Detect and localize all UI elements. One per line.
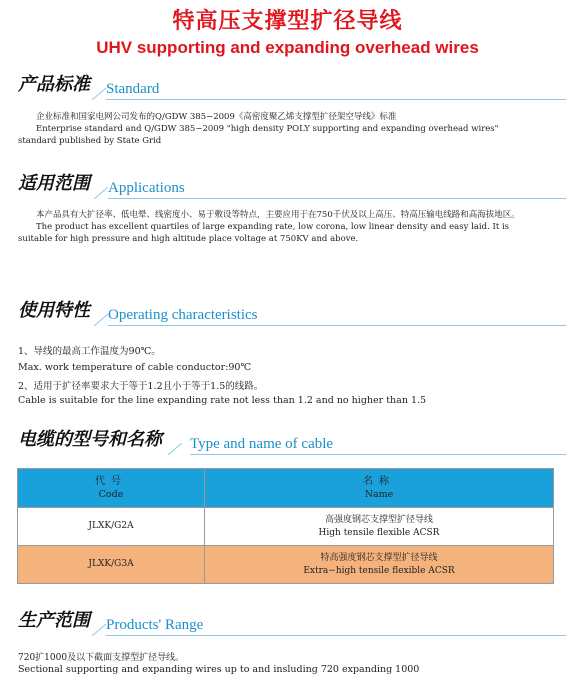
section-header-cable-types — [18, 425, 558, 455]
applications-text — [18, 209, 538, 245]
divider-slash-icon — [94, 187, 108, 199]
divider-slash-icon — [92, 88, 106, 100]
section-title-en: Operating characteristics — [108, 307, 258, 323]
cell-name-zh: 高强度钢芯支撑型扩径导线 — [324, 514, 433, 525]
operating-line: 2、适用于扩径率要求大于等于1.2且小于等于1.5的线路。 — [18, 381, 264, 392]
column-header-zh: 名称 — [363, 476, 395, 487]
applications-text-en: The product has excellent quartiles of large expanding rate, low corona, low linear density and easy laid. It is suitable for high pressure and high altitude place voltage at 750KV and above. — [18, 222, 510, 244]
section-title-zh: 使用特性 — [18, 300, 90, 321]
cell-name-en: Extra−high tensile flexible ACSR — [303, 565, 455, 576]
section-rule — [108, 325, 566, 326]
section-title-zh: 产品标准 — [18, 74, 90, 95]
range-text-zh: 720扩1000及以下截面支撑型扩径导线。 — [18, 653, 185, 663]
table-header-row — [18, 469, 554, 508]
section-rule — [190, 454, 566, 455]
section-title-zh: 电缆的型号和名称 — [18, 429, 162, 450]
operating-line: Max. work temperature of cable conductor:90℃ — [18, 362, 252, 373]
section-title-en: Type and name of cable — [190, 436, 334, 452]
section-rule — [108, 198, 566, 199]
cell-code: JLXK/G2A — [18, 508, 205, 546]
section-rule — [106, 635, 566, 636]
cell-code: JLXK/G3A — [18, 546, 205, 584]
cell-name-zh: 特高强度钢芯支撑型扩径导线 — [320, 552, 438, 563]
standard-text — [18, 111, 538, 147]
cell-name — [205, 546, 554, 584]
column-header-zh: 代号 — [95, 476, 127, 487]
section-header-applications — [18, 169, 558, 199]
column-header-en: Name — [364, 489, 394, 500]
cell-name-en: High tensile flexible ACSR — [318, 527, 440, 538]
section-header-range — [18, 606, 558, 636]
operating-line: Cable is suitable for the line expanding rate not less than 1.2 and no higher than 1.5 — [18, 395, 427, 406]
applications-text-zh: 本产品具有大扩径率、低电晕、线密度小、易于敷设等特点，主要应用于在750千伏及以上高压、特高压输电线路和高海拔地区。 — [36, 210, 520, 220]
section-title-en: Standard — [106, 81, 160, 97]
column-header-en: Code — [98, 489, 124, 500]
section-title-zh: 适用范围 — [18, 173, 90, 194]
divider-slash-icon — [168, 443, 182, 455]
section-rule — [106, 99, 566, 100]
divider-slash-icon — [92, 624, 106, 636]
column-header-name — [205, 469, 554, 508]
table-row — [18, 546, 554, 584]
standard-text-zh: 企业标准和国家电网公司发布的Q/GDW 385−2009《高密度聚乙烯支撑型扩径架空导线》标准 — [36, 112, 397, 122]
section-header-standard — [18, 70, 558, 100]
section-title-en: Applications — [108, 180, 185, 196]
standard-text-en: Enterprise standard and Q/GDW 385−2009 "high density POLY supporting and expanding overhead wires" standard published by State Grid — [18, 124, 499, 146]
section-title-zh: 生产范围 — [18, 610, 90, 631]
cable-type-table — [17, 468, 554, 584]
cell-name — [205, 508, 554, 546]
title-zh: 特高压支撑型扩径导线 — [172, 9, 403, 34]
section-header-operating — [18, 296, 558, 326]
operating-line: 1、导线的最高工作温度为90℃。 — [18, 346, 161, 357]
range-text-en: Sectional supporting and expanding wires up to and insluding 720 expanding 1000 — [18, 664, 420, 675]
divider-slash-icon — [94, 314, 108, 326]
column-header-code — [18, 469, 205, 508]
table-row — [18, 508, 554, 546]
section-title-en: Products' Range — [106, 617, 204, 633]
title-en: UHV supporting and expanding overhead wires — [96, 38, 479, 57]
